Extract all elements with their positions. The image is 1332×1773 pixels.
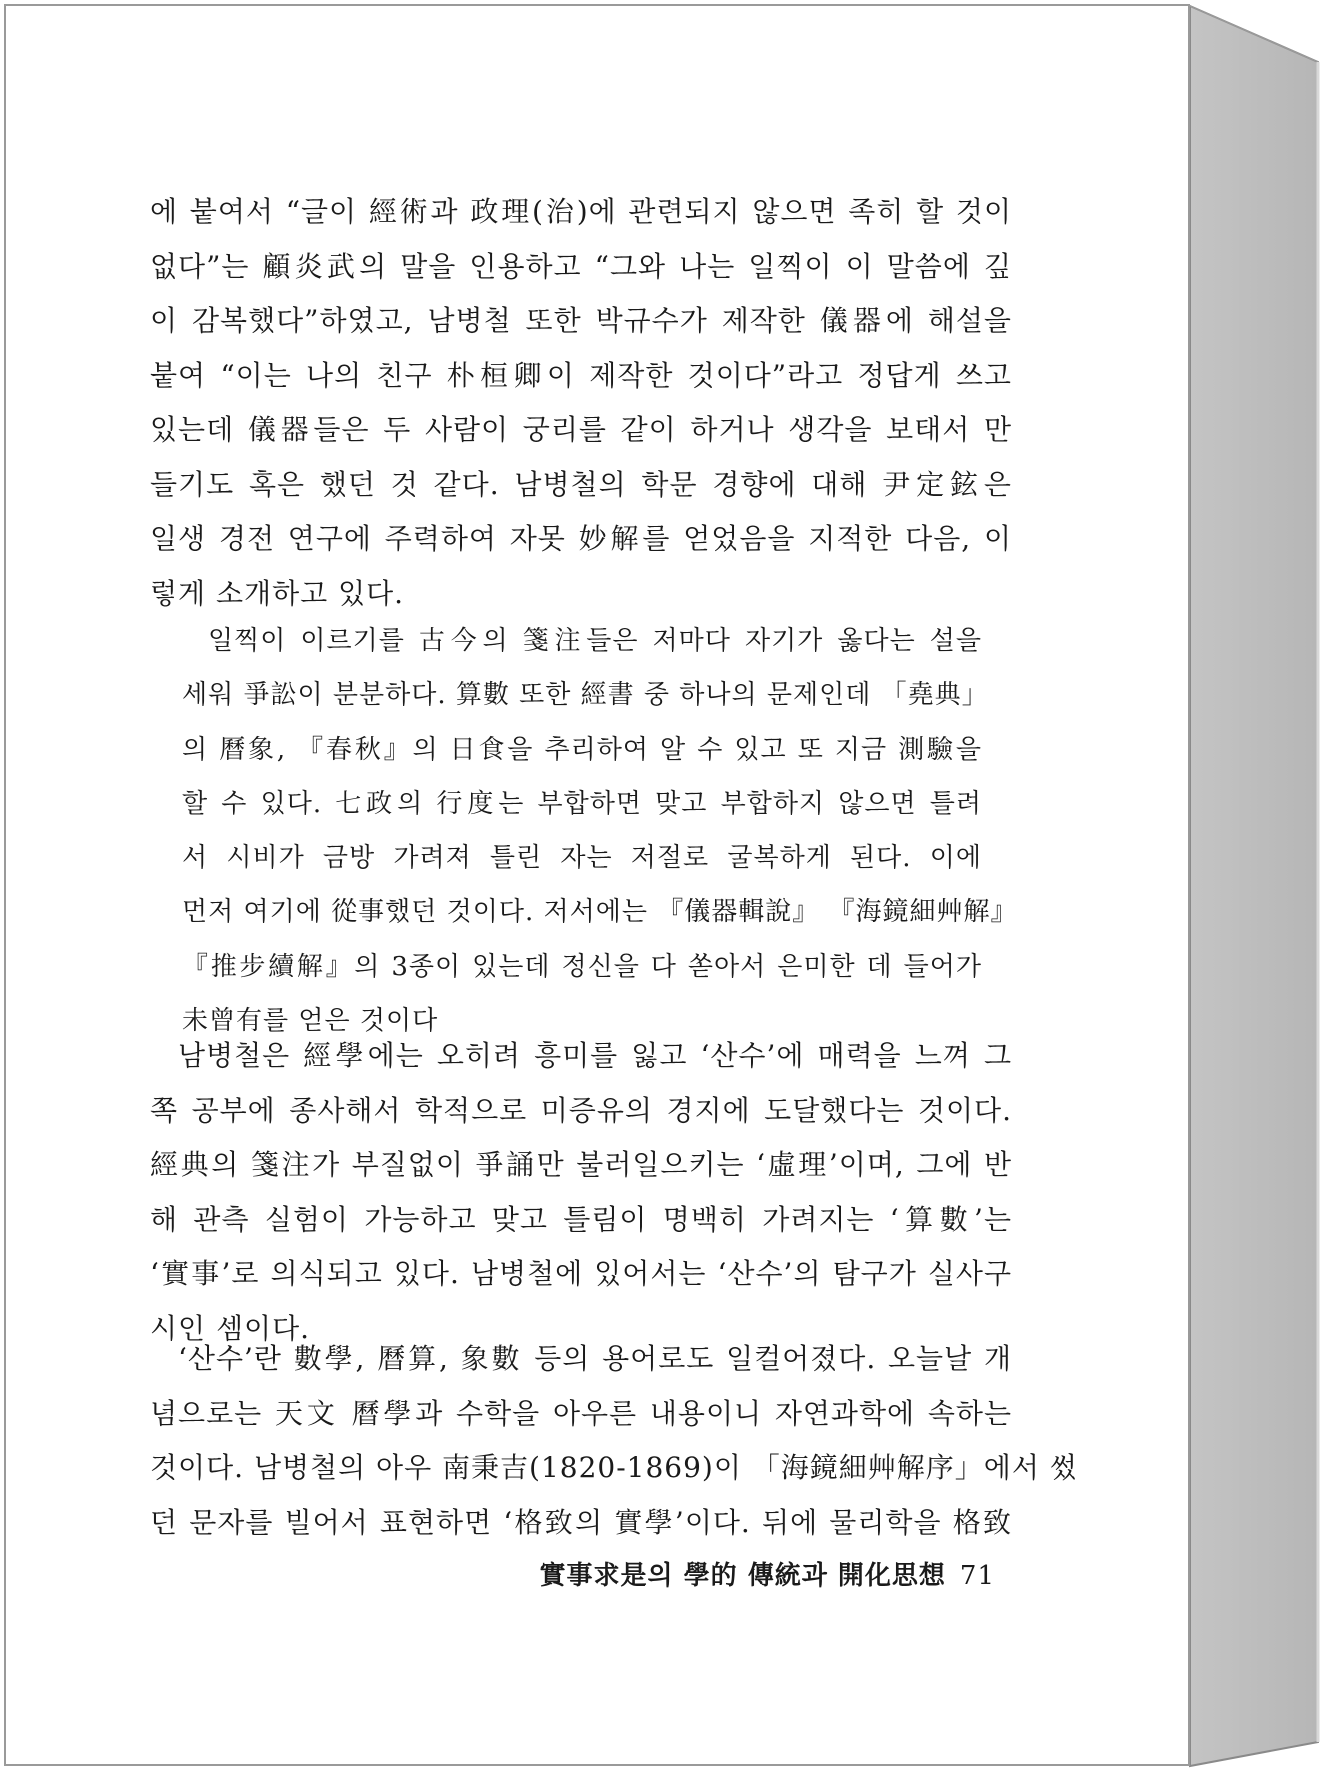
page-number: 71	[959, 1561, 995, 1591]
paragraph-3	[150, 1332, 1078, 1550]
text-line: 들기도 혹은 했던 것 같다. 남병철의 학문 경향에 대해 尹定鉉은	[150, 467, 1012, 501]
text-line: ‘산수’란 數學, 曆算, 象數 등의 용어로도 일컬어졌다. 오늘날 개	[178, 1342, 1012, 1375]
quote-line: 未曾有를 얻은 것이다	[182, 1006, 439, 1037]
text-line: 일생 경전 연구에 주력하여 자못 妙解를 얻었음을 지적한 다음, 이	[150, 522, 1012, 555]
text-line: 없다”는 顧炎武의 말을 인용하고 “그와 나는 일찍이 이 말씀에 깊	[150, 249, 1012, 283]
quote-line: 먼저 여기에 從事했던 것이다. 저서에는 『儀器輯說』 『海鏡細艸解』	[182, 897, 1018, 928]
quote-line: 할 수 있다. 七政의 行度는 부합하면 맞고 부합하지 않으면 틀려	[182, 788, 982, 819]
block-quote	[182, 614, 1018, 1048]
text-line: 념으로는 天文 曆學과 수학을 아우른 내용이니 자연과학에 속하는	[150, 1396, 1012, 1430]
quote-line: 『推步續解』의 3종이 있는데 정신을 다 쏟아서 은미한 데 들어가	[182, 951, 982, 982]
text-line: 붙여 “이는 나의 친구 朴桓卿이 제작한 것이다”라고 정답게 쓰고	[150, 358, 1012, 392]
text-line: 시인 셈이다.	[150, 1311, 311, 1345]
running-footer	[540, 1555, 995, 1592]
text-line: 해 관측 실험이 가능하고 맞고 틀림이 명백히 가려지는 ‘算數’는	[150, 1202, 1012, 1236]
text-line: 던 문자를 빌어서 표현하면 ‘格致의 實學’이다. 뒤에 물리학을 格致	[150, 1505, 1012, 1539]
quote-line: 서 시비가 금방 가려져 틀린 자는 저절로 굴복하게 된다. 이에	[182, 843, 982, 874]
text-line: 남병철은 經學에는 오히려 흥미를 잃고 ‘산수’에 매력을 느껴 그	[178, 1039, 1012, 1072]
text-line: 있는데 儀器들은 두 사람이 궁리를 같이 하거나 생각을 보태서 만	[150, 413, 1012, 446]
text-line: 쪽 공부에 종사해서 학적으로 미증유의 경지에 도달했다는 것이다.	[150, 1093, 1012, 1127]
text-line: 經典의 箋注가 부질없이 爭誦만 불러일으키는 ‘虛理’이며, 그에 반	[150, 1148, 1012, 1181]
body-paragraph-3	[150, 1332, 1078, 1550]
text-line: 이 감복했다”하였고, 남병철 또한 박규수가 제작한 儀器에 해설을	[150, 304, 1012, 337]
quote-line: 일찍이 이르기를 古今의 箋注들은 저마다 자기가 옳다는 설을	[208, 626, 982, 656]
paragraph-2	[150, 1029, 1012, 1356]
body-paragraph-2	[150, 1029, 1012, 1356]
footer-title: 實事求是의 學的 傳統과 開化思想	[539, 1561, 946, 1591]
body-paragraph-1	[150, 185, 1012, 621]
text-line: 것이다. 남병철의 아우 南秉吉(1820-1869)이 「海鏡細艸解序」에서 썼	[150, 1451, 1078, 1484]
quote-line: 세워 爭訟이 분분하다. 算數 또한 經書 중 하나의 문제인데 「堯典」	[182, 680, 989, 711]
text-line: 렇게 소개하고 있다.	[150, 576, 405, 610]
text-line: ‘實事’로 의식되고 있다. 남병철에 있어서는 ‘산수’의 탐구가 실사구	[150, 1257, 1012, 1290]
text-line: 에 붙여서 “글이 經術과 政理(治)에 관련되지 않으면 족히 할 것이	[150, 195, 1012, 228]
quote-line: 의 曆象, 『春秋』의 日食을 추리하여 알 수 있고 또 지금 測驗을	[182, 734, 982, 765]
paragraph-1	[150, 185, 1012, 621]
